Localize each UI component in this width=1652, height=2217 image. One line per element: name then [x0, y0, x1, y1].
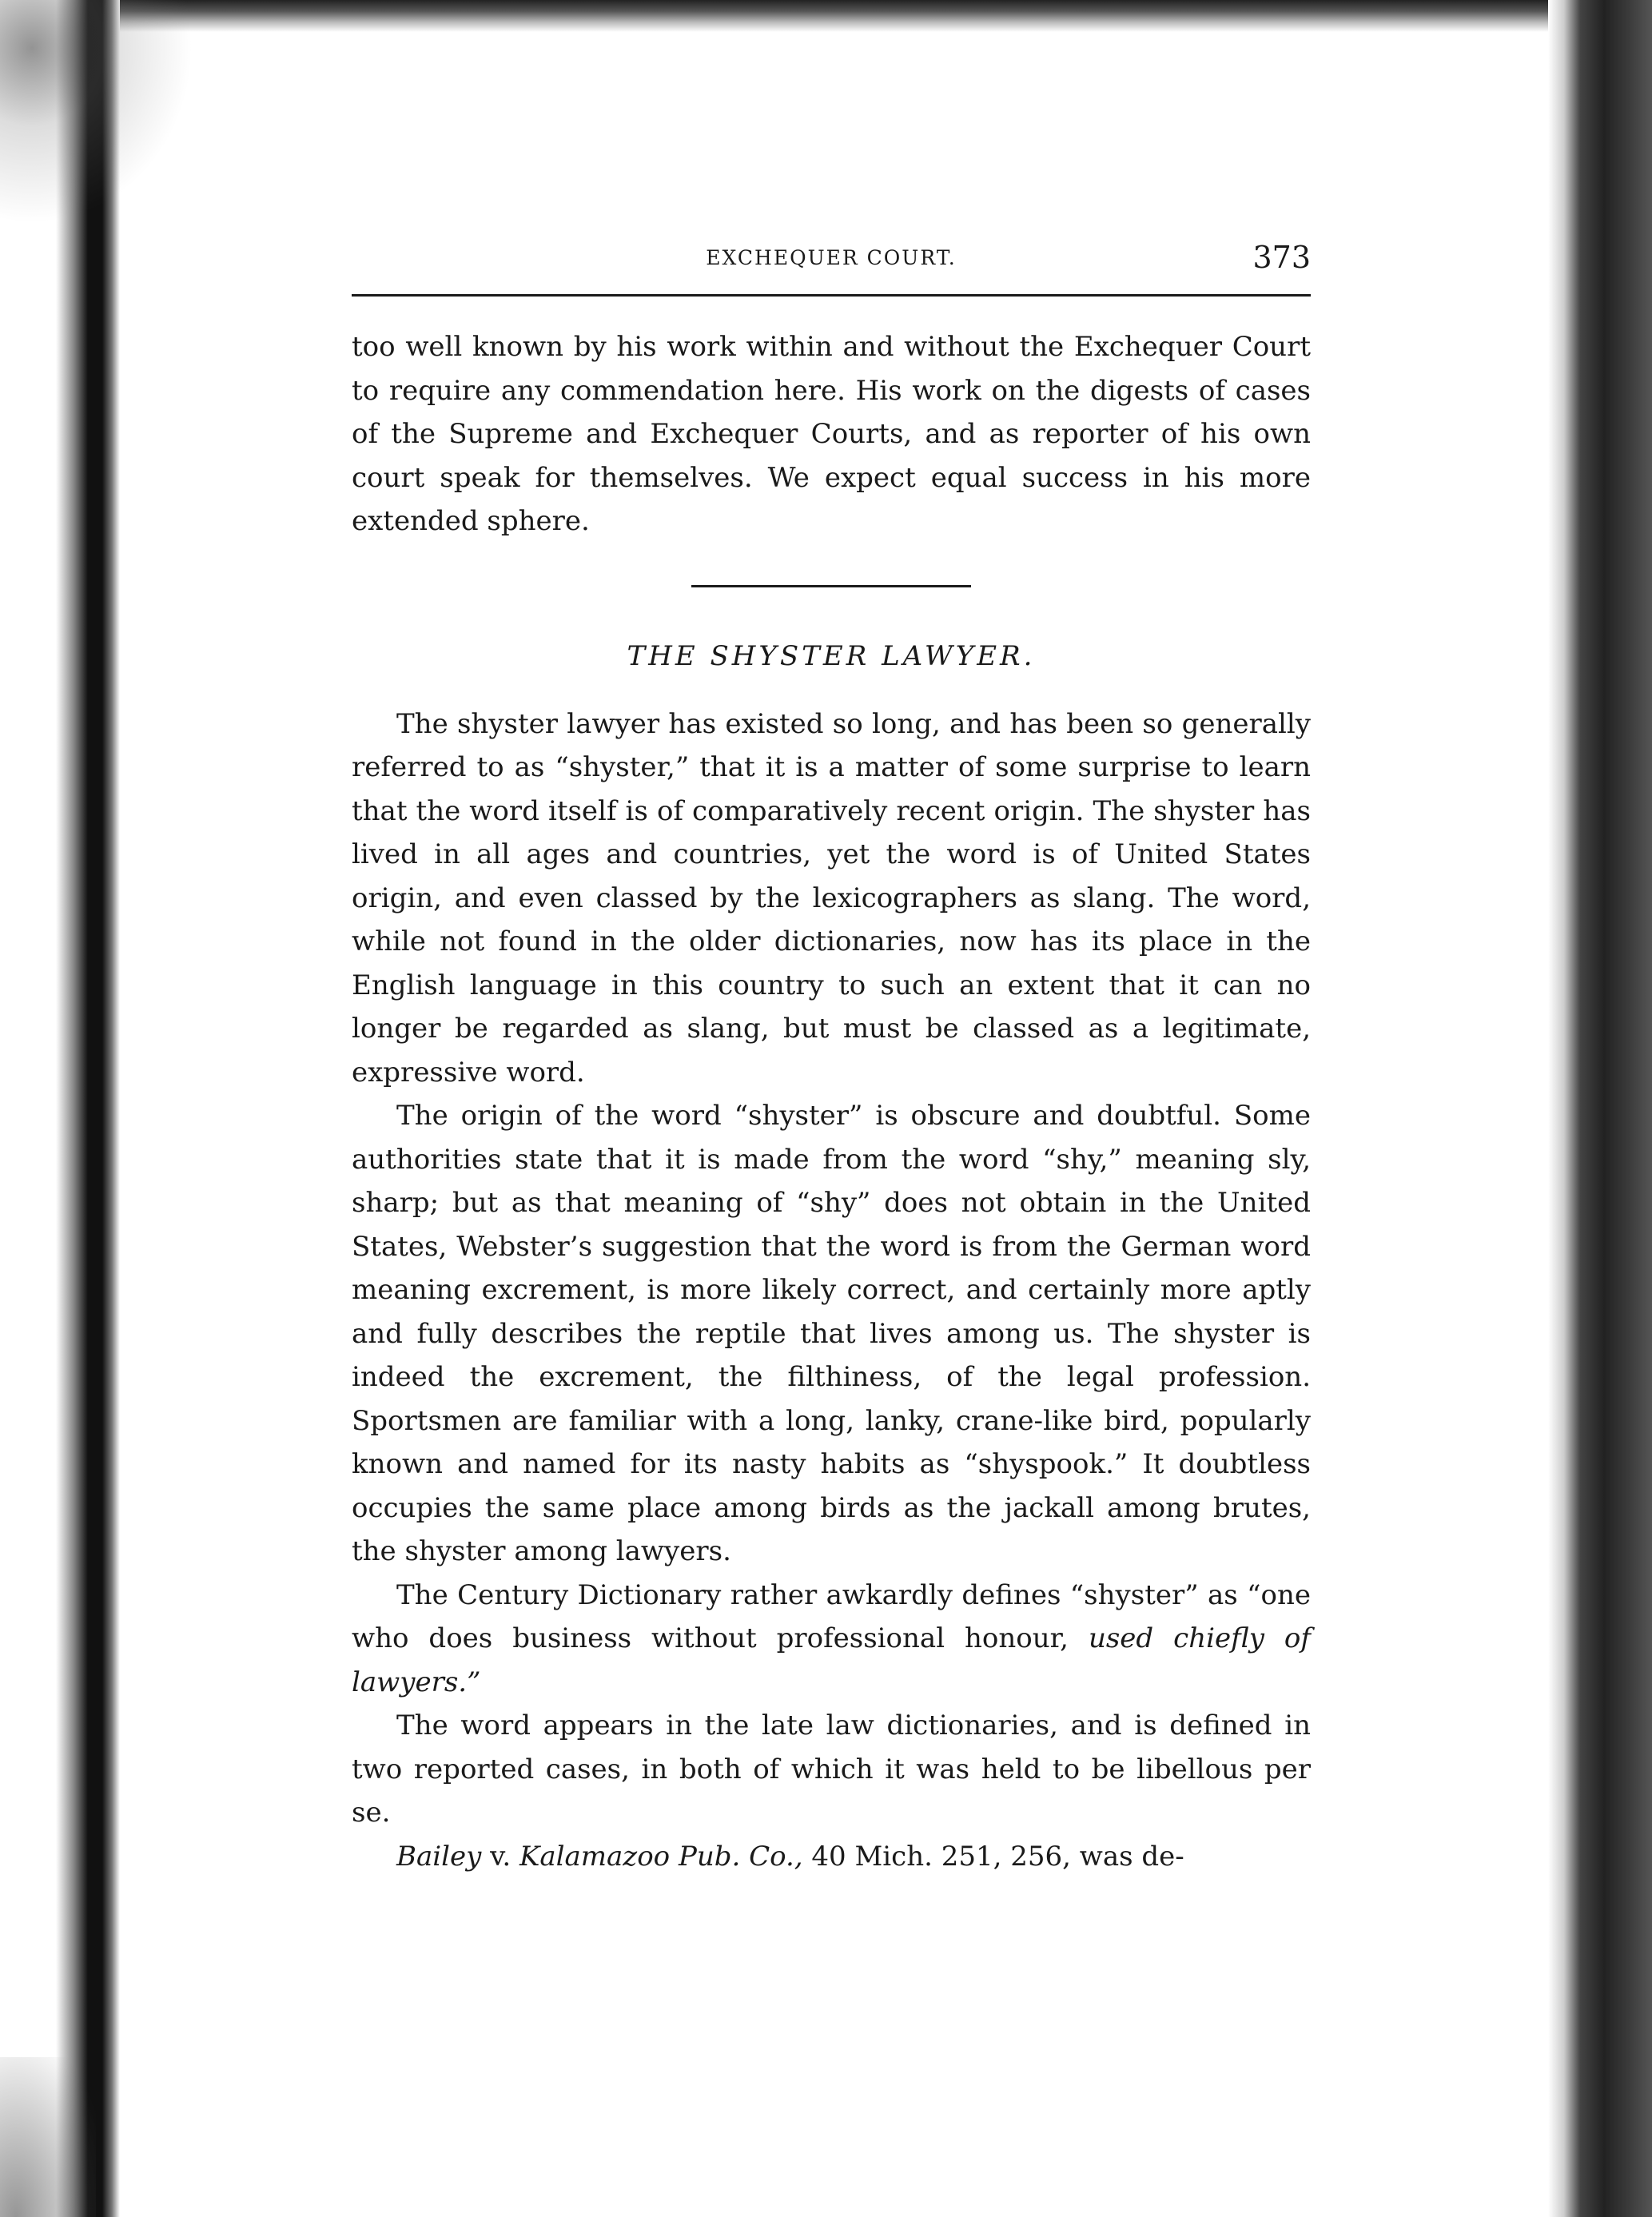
section-title: THE SHYSTER LAWYER. [627, 639, 1036, 672]
case-citation: 40 Mich. 251, 256, was de- [811, 1840, 1184, 1873]
paragraph-1: The shyster lawyer has existed so long, and has been so generally referred to as “shyster,” that it is a matter of some surprise to learn that the word itself is of comparatively recent origin. The shyster has lived in all ages and countries, yet the word is of United States origin, and even classed by the lexicographers as slang. The word, while not found in the older dictionaries, now has its place in the English language in this country to such an extent that it can no longer be regarded as slang, but must be classed as a legitimate, expressive word. [352, 707, 1311, 1089]
book-page [352, 240, 1311, 1878]
header-rule [352, 294, 1311, 297]
paragraph-2: The origin of the word “shyster” is obscure and doubtful. Some authorities state that it is made from the word “shy,” meaning sly, sharp; but as that meaning of “shy” does not obtain in the United States, Webster’s suggestion that the word is from the German word meaning excrement, is more likely correct, and certainly more aptly and fully describes the reptile that lives among us. The shyster is indeed the excrement, the filthiness, of the legal profession. Sportsmen are familiar with a long, lanky, crane-like bird, popularly known and named for its nasty habits as “shyspook.” It doubtless occupies the same place among birds as the jackall among brutes, the shyster among lawyers. [352, 1100, 1311, 1567]
scan-left-edge [0, 0, 120, 2217]
case-versus: v. [490, 1840, 512, 1873]
scan-left-speckle [0, 0, 208, 240]
case-party: Kalamazoo Pub. Co., [519, 1840, 803, 1873]
page-number: 373 [1252, 240, 1311, 275]
section-divider [691, 585, 971, 587]
case-name: Bailey [396, 1840, 482, 1873]
scan-top-edge [0, 0, 1652, 32]
paragraph-3-text: The Century Dictionary rather awkardly defines “shyster” as “one who does business without professional honour, [352, 1578, 1311, 1654]
paragraph-3 [352, 1574, 1311, 1705]
paragraph-4: The word appears in the late law dictionaries, and is defined in two reported cases, in both of which it was held to be libellous per se. [352, 1710, 1311, 1829]
running-title: EXCHEQUER COURT. [706, 246, 957, 269]
scan-right-edge [1548, 0, 1652, 2217]
opening-paragraph: too well known by his work within and without the Exchequer Court to require any commendation here. His work on the digests of cases of the Supreme and Exchequer Courts, and as reporter of his own court speak for themselves. We expect equal success in his more extended sphere. [352, 331, 1311, 537]
running-head [352, 240, 1311, 280]
scan-bottom-left-smudge [0, 2057, 96, 2217]
paragraph-5 [352, 1835, 1311, 1879]
paragraph-3-italic: used chiefly of lawyers.” [352, 1622, 1311, 1698]
